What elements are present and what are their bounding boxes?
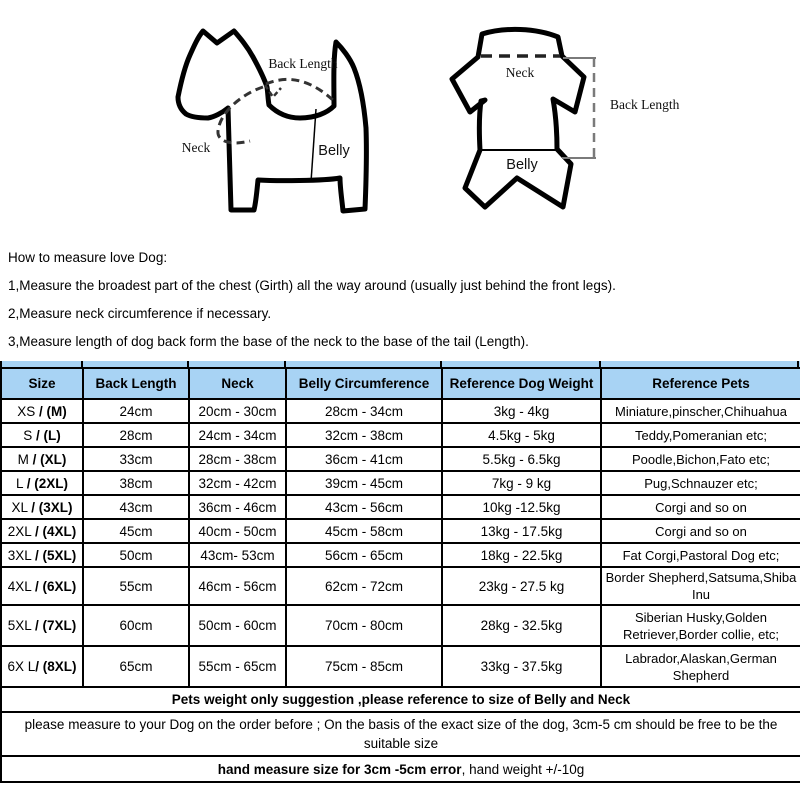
dog-neck-label: Neck xyxy=(181,140,211,155)
cell-belly: 32cm - 38cm xyxy=(286,423,442,447)
measure-before-order-note: please measure to your Dog on the order before ; On the basis of the exact size of the dog, 3cm-5 cm should be free to be the suitable size xyxy=(1,712,800,756)
dog-belly-label: Belly xyxy=(318,143,350,159)
footer-row-measure-note xyxy=(1,712,800,756)
garment-back-length-label: Back Length xyxy=(610,97,680,112)
size-row-6xl xyxy=(1,646,800,687)
cell-size xyxy=(1,447,83,471)
cell-back-length: 43cm xyxy=(83,495,189,519)
cell-pets: Fat Corgi,Pastoral Dog etc; xyxy=(601,543,800,567)
cell-belly: 75cm - 85cm xyxy=(286,646,442,687)
col-header-pets: Reference Pets xyxy=(601,368,800,399)
cell-belly: 43cm - 56cm xyxy=(286,495,442,519)
col-header-back-length: Back Length xyxy=(83,368,189,399)
cell-size xyxy=(1,495,83,519)
back-length-dashed-arc xyxy=(266,79,336,103)
cell-size xyxy=(1,519,83,543)
size-label-bold: / (2XL) xyxy=(26,475,69,491)
cell-weight: 23kg - 27.5 kg xyxy=(442,567,601,605)
cell-belly: 45cm - 58cm xyxy=(286,519,442,543)
size-label: 4XL xyxy=(7,578,35,594)
cell-pets: Pug,Schnauzer etc; xyxy=(601,471,800,495)
cell-pets: Siberian Husky,Golden Retriever,Border collie, etc; xyxy=(601,605,800,646)
cell-belly: 28cm - 34cm xyxy=(286,399,442,423)
cell-neck: 55cm - 65cm xyxy=(189,646,286,687)
error-note-bold: hand measure size for 3cm -5cm error xyxy=(217,761,462,777)
footer-row-weight-note xyxy=(1,687,800,712)
size-label: 6X L xyxy=(7,659,36,674)
cell-size xyxy=(1,543,83,567)
cell-neck: 43cm- 53cm xyxy=(189,543,286,567)
col-header-weight: Reference Dog Weight xyxy=(442,368,601,399)
size-label-bold: / (3XL) xyxy=(31,499,73,515)
dog-back-length-label: Back Length xyxy=(268,56,338,71)
instruction-step-2: 2,Measure neck circumference if necessary. xyxy=(8,306,272,321)
cell-pets: Corgi and so on xyxy=(601,495,800,519)
cell-back-length: 50cm xyxy=(83,543,189,567)
cell-back-length: 60cm xyxy=(83,605,189,646)
size-label-bold: / (6XL) xyxy=(35,578,77,594)
hand-measure-error-note xyxy=(1,756,800,782)
measure-instructions xyxy=(8,250,788,362)
size-row-m xyxy=(1,447,800,471)
size-label: 2XL xyxy=(7,523,35,539)
size-row-2xl xyxy=(1,519,800,543)
header-row xyxy=(1,368,800,399)
garment-measure-diagram xyxy=(440,20,710,220)
instruction-step-1: 1,Measure the broadest part of the chest (Girth) all the way around (usually just behind the front legs). xyxy=(8,278,616,293)
size-label: XS xyxy=(17,403,39,419)
cell-weight: 4.5kg - 5kg xyxy=(442,423,601,447)
cell-pets: Corgi and so on xyxy=(601,519,800,543)
cell-weight: 3kg - 4kg xyxy=(442,399,601,423)
cell-back-length: 24cm xyxy=(83,399,189,423)
size-label-bold: / (XL) xyxy=(32,451,67,467)
cell-weight: 18kg - 22.5kg xyxy=(442,543,601,567)
size-label-bold: / (M) xyxy=(39,403,67,419)
cell-pets: Border Shepherd,Satsuma,Shiba Inu xyxy=(601,567,800,605)
cell-neck: 28cm - 38cm xyxy=(189,447,286,471)
cell-back-length: 55cm xyxy=(83,567,189,605)
cell-pets: Labrador,Alaskan,German Shepherd xyxy=(601,646,800,687)
size-row-s xyxy=(1,423,800,447)
cell-size xyxy=(1,605,83,646)
cell-neck: 46cm - 56cm xyxy=(189,567,286,605)
size-label: M xyxy=(17,451,33,467)
cell-neck: 24cm - 34cm xyxy=(189,423,286,447)
cell-belly: 70cm - 80cm xyxy=(286,605,442,646)
cell-neck: 36cm - 46cm xyxy=(189,495,286,519)
size-label: 3XL xyxy=(7,547,35,563)
cell-size xyxy=(1,567,83,605)
size-label: 5XL xyxy=(7,618,35,633)
size-label-bold: / (L) xyxy=(36,427,61,443)
cell-pets: Poodle,Bichon,Fato etc; xyxy=(601,447,800,471)
size-row-xs xyxy=(1,399,800,423)
instruction-step-3: 3,Measure length of dog back form the base of the neck to the base of the tail (Length). xyxy=(8,334,529,349)
cell-weight: 13kg - 17.5kg xyxy=(442,519,601,543)
size-label: L xyxy=(15,475,27,491)
cell-back-length: 28cm xyxy=(83,423,189,447)
cell-back-length: 38cm xyxy=(83,471,189,495)
cell-neck: 50cm - 60cm xyxy=(189,605,286,646)
size-row-4xl xyxy=(1,567,800,605)
size-chart-table xyxy=(0,367,800,783)
garment-belly-label: Belly xyxy=(506,157,538,173)
size-label: XL xyxy=(11,499,32,515)
size-label: S xyxy=(23,427,36,443)
cell-belly: 56cm - 65cm xyxy=(286,543,442,567)
cell-neck: 20cm - 30cm xyxy=(189,399,286,423)
size-label-bold: / (8XL) xyxy=(35,659,77,674)
cell-back-length: 33cm xyxy=(83,447,189,471)
error-note-rest: , hand weight +/-10g xyxy=(461,761,585,777)
cell-back-length: 65cm xyxy=(83,646,189,687)
cell-weight: 33kg - 37.5kg xyxy=(442,646,601,687)
cell-neck: 40cm - 50cm xyxy=(189,519,286,543)
size-label-bold: / (5XL) xyxy=(35,547,77,563)
cell-size xyxy=(1,423,83,447)
cell-pets: Miniature,pinscher,Chihuahua xyxy=(601,399,800,423)
footer-row-error-note xyxy=(1,756,800,782)
size-row-3xl xyxy=(1,543,800,567)
cell-weight: 5.5kg - 6.5kg xyxy=(442,447,601,471)
size-label-bold: / (7XL) xyxy=(35,618,77,633)
size-label-bold: / (4XL) xyxy=(35,523,77,539)
cell-pets: Teddy,Pomeranian etc; xyxy=(601,423,800,447)
cell-neck: 32cm - 42cm xyxy=(189,471,286,495)
size-row-5xl xyxy=(1,605,800,646)
cell-size xyxy=(1,399,83,423)
cell-size xyxy=(1,471,83,495)
dog-measure-diagram xyxy=(150,10,400,240)
cell-belly: 36cm - 41cm xyxy=(286,447,442,471)
cell-weight: 10kg -12.5kg xyxy=(442,495,601,519)
weight-suggestion-note: Pets weight only suggestion ,please reference to size of Belly and Neck xyxy=(1,687,800,712)
col-header-belly: Belly Circumference xyxy=(286,368,442,399)
cell-belly: 39cm - 45cm xyxy=(286,471,442,495)
cell-back-length: 45cm xyxy=(83,519,189,543)
cell-size xyxy=(1,646,83,687)
size-row-xl xyxy=(1,495,800,519)
garment-neck-label: Neck xyxy=(505,65,535,80)
col-header-neck: Neck xyxy=(189,368,286,399)
col-header-size: Size xyxy=(1,368,83,399)
instructions-title: How to measure love Dog: xyxy=(8,250,168,265)
cell-weight: 28kg - 32.5kg xyxy=(442,605,601,646)
size-row-l xyxy=(1,471,800,495)
cell-belly: 62cm - 72cm xyxy=(286,567,442,605)
cell-weight: 7kg - 9 kg xyxy=(442,471,601,495)
